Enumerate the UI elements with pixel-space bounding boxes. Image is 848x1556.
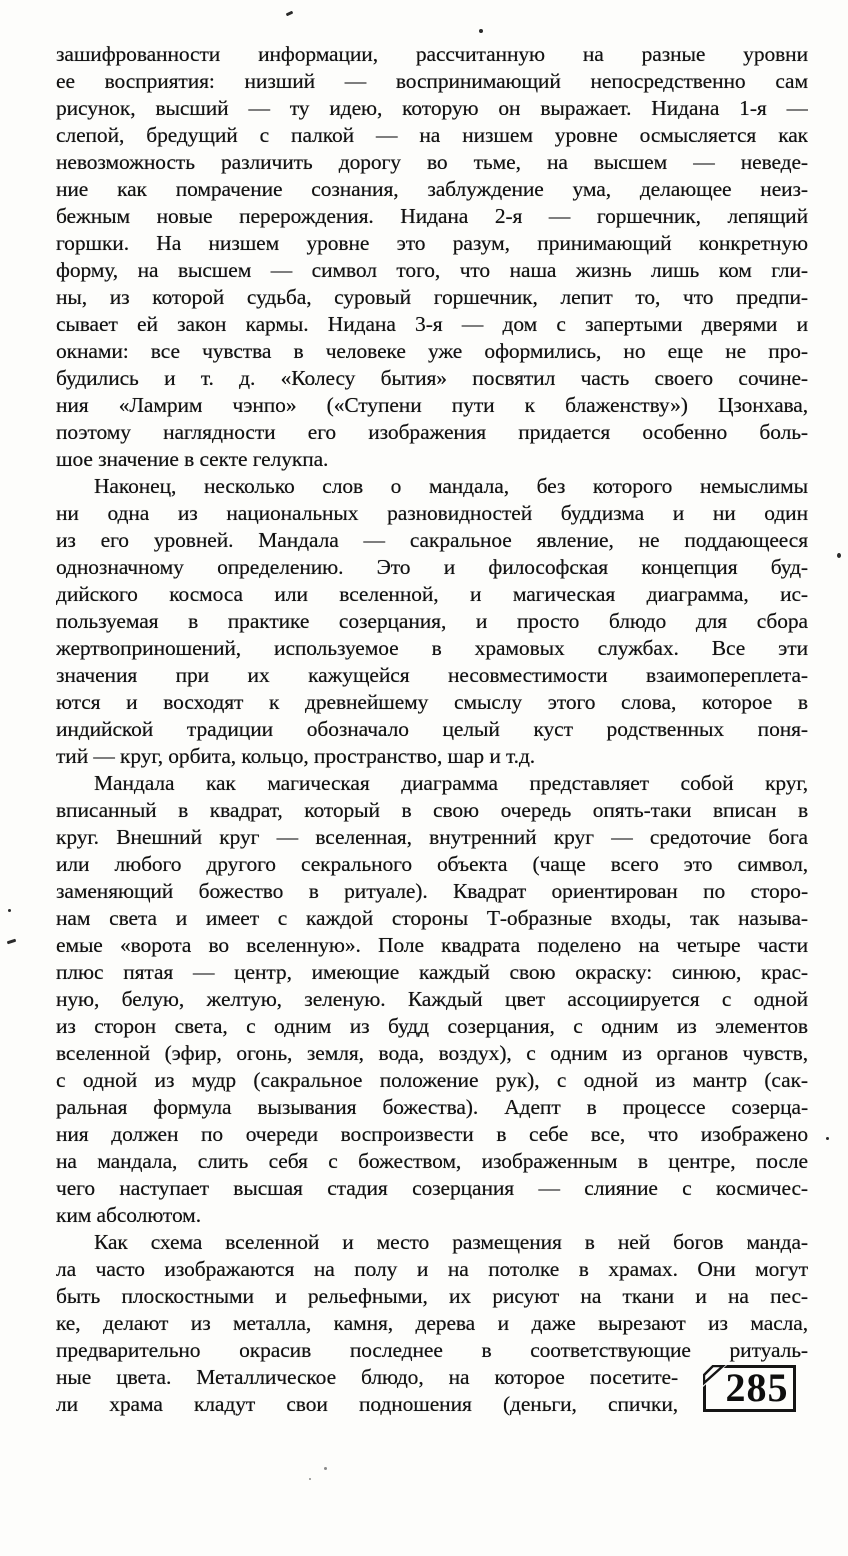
scan-speckle — [309, 1478, 311, 1480]
text-line: Как схема вселенной и место размещения в ней богов манда- — [94, 1230, 808, 1254]
text-line: ную, белую, желтую, зеленую. Каждый цвет ассоциируется с одной — [56, 987, 808, 1011]
text-line: вписанный в квадрат, который в свою очередь опять-таки вписан в — [56, 798, 808, 822]
text-line: значения при их кажущейся несовместимости взаимопереплета- — [56, 663, 808, 687]
text-line: форму, на высшем — символ того, что наша жизнь лишь ком гли- — [56, 258, 808, 282]
text-line: вселенной (эфир, огонь, земля, вода, воздух), с одним из органов чувств, — [56, 1041, 808, 1065]
text-line: емые «ворота во вселенную». Поле квадрата поделено на четыре части — [56, 933, 808, 957]
text-line: сывает ей закон кармы. Нидана 3-я — дом с запертыми дверями и — [56, 312, 808, 336]
text-line: шое значение в секте гелукпа. — [56, 447, 329, 471]
text-line: ные цвета. Металлическое блюдо, на которое посетите- — [56, 1365, 678, 1389]
text-line: жертвоприношений, используемое в храмовых службах. Все эти — [56, 636, 808, 660]
text-line: тий — круг, орбита, кольцо, пространство, шар и т.д. — [56, 744, 536, 768]
text-line: окнами: все чувства в человеке уже оформились, но еще не про- — [56, 339, 808, 363]
text-line: индийской традиции обозначало целый куст родственных поня- — [56, 717, 808, 741]
text-line: ния «Ламрим чэнпо» («Ступени пути к блаженству») Цзонхава, — [56, 393, 808, 417]
text-line: рисунок, высший — ту идею, которую он выражает. Нидана 1-я — — [56, 96, 808, 120]
text-line: будились и т. д. «Колесу бытия» посвятил часть своего сочине- — [56, 366, 808, 390]
text-line: нам света и имеет с каждой стороны Т-образные входы, так называ- — [56, 906, 808, 930]
text-line: слепой, бредущий с палкой — на низшем уровне осмысляется как — [56, 123, 808, 147]
text-line: ким абсолютом. — [56, 1203, 201, 1227]
scan-speckle — [8, 909, 11, 912]
text-line: быть плоскостными и рельефными, их рисуют на ткани и на пес- — [56, 1284, 808, 1308]
text-line: ла часто изображаются на полу и на потолке в храмах. Они могут — [56, 1257, 808, 1281]
page-number: 285 — [725, 1365, 789, 1410]
text-line: ни одна из национальных разновидностей буддизма и ни один — [56, 501, 808, 525]
text-line: дийского космоса или вселенной, и магическая диаграмма, ис- — [56, 582, 808, 606]
text-line: плюс пятая — центр, имеющие каждый свою окраску: синюю, крас- — [56, 960, 808, 984]
scan-speckle — [479, 29, 483, 33]
text-line: горшки. На низшем уровне это разум, принимающий конкретную — [56, 231, 808, 255]
text-line: поэтому наглядности его изображения придается особенно боль- — [56, 420, 808, 444]
text-line: или любого другого секрального объекта (чаще всего это символ, — [56, 852, 808, 876]
text-line: из сторон света, с одним из будд созерцания, с одним из элементов — [56, 1014, 808, 1038]
page-corner-fold-icon — [703, 1365, 727, 1387]
text-line: ются и восходят к древнейшему смыслу этого слова, которое в — [56, 690, 808, 714]
scan-speckle — [286, 11, 294, 17]
text-line: невозможность различить дорогу во тьме, на высшем — неведе- — [56, 150, 808, 174]
text-block — [56, 41, 808, 1418]
text-line: ральная формула вызывания божества). Адепт в процессе созерца- — [56, 1095, 808, 1119]
text-line: Мандала как магическая диаграмма представляет собой круг, — [94, 771, 808, 795]
text-line: зашифрованности информации, рассчитанную на разные уровни — [56, 42, 808, 66]
scan-speckle — [826, 1137, 829, 1140]
scan-speckle — [7, 939, 16, 945]
text-line: ны, из которой судьба, суровый горшечник, лепит то, что предпи- — [56, 285, 808, 309]
text-line: ее восприятия: низший — воспринимающий непосредственно сам — [56, 69, 808, 93]
text-line: чего наступает высшая стадия созерцания — слияние с космичес- — [56, 1176, 808, 1200]
page-number-box — [703, 1365, 796, 1412]
text-line: ние как помрачение сознания, заблуждение ума, делающее неиз- — [56, 177, 808, 201]
text-line: на мандала, слить себя с божеством, изображенным в центре, после — [56, 1149, 808, 1173]
text-line: пользуемая в практике созерцания, и просто блюдо для сбора — [56, 609, 808, 633]
text-line: ния должен по очереди воспроизвести в себе все, что изображено — [56, 1122, 808, 1146]
text-line: Наконец, несколько слов о мандала, без которого немыслимы — [94, 474, 808, 498]
text-line: предварительно окрасив последнее в соответствующие ритуаль- — [56, 1338, 808, 1362]
text-line: из его уровней. Мандала — сакральное явление, не поддающееся — [56, 528, 808, 552]
text-line: ке, делают из металла, камня, дерева и даже вырезают из масла, — [56, 1311, 808, 1335]
text-line: с одной из мудр (сакральное положение рук), с одной из мантр (сак- — [56, 1068, 808, 1092]
text-line: бежным новые перерождения. Нидана 2-я — горшечник, лепящий — [56, 204, 808, 228]
text-line: круг. Внешний круг — вселенная, внутренний круг — средоточие бога — [56, 825, 808, 849]
scan-speckle — [324, 1467, 327, 1470]
text-line: заменяющий божество в ритуале). Квадрат ориентирован по сторо- — [56, 879, 808, 903]
text-line: однозначному определению. Это и философская концепция буд- — [56, 555, 808, 579]
text-line: ли храма кладут свои подношения (деньги, спички, — [56, 1392, 678, 1416]
scan-speckle — [837, 553, 841, 558]
